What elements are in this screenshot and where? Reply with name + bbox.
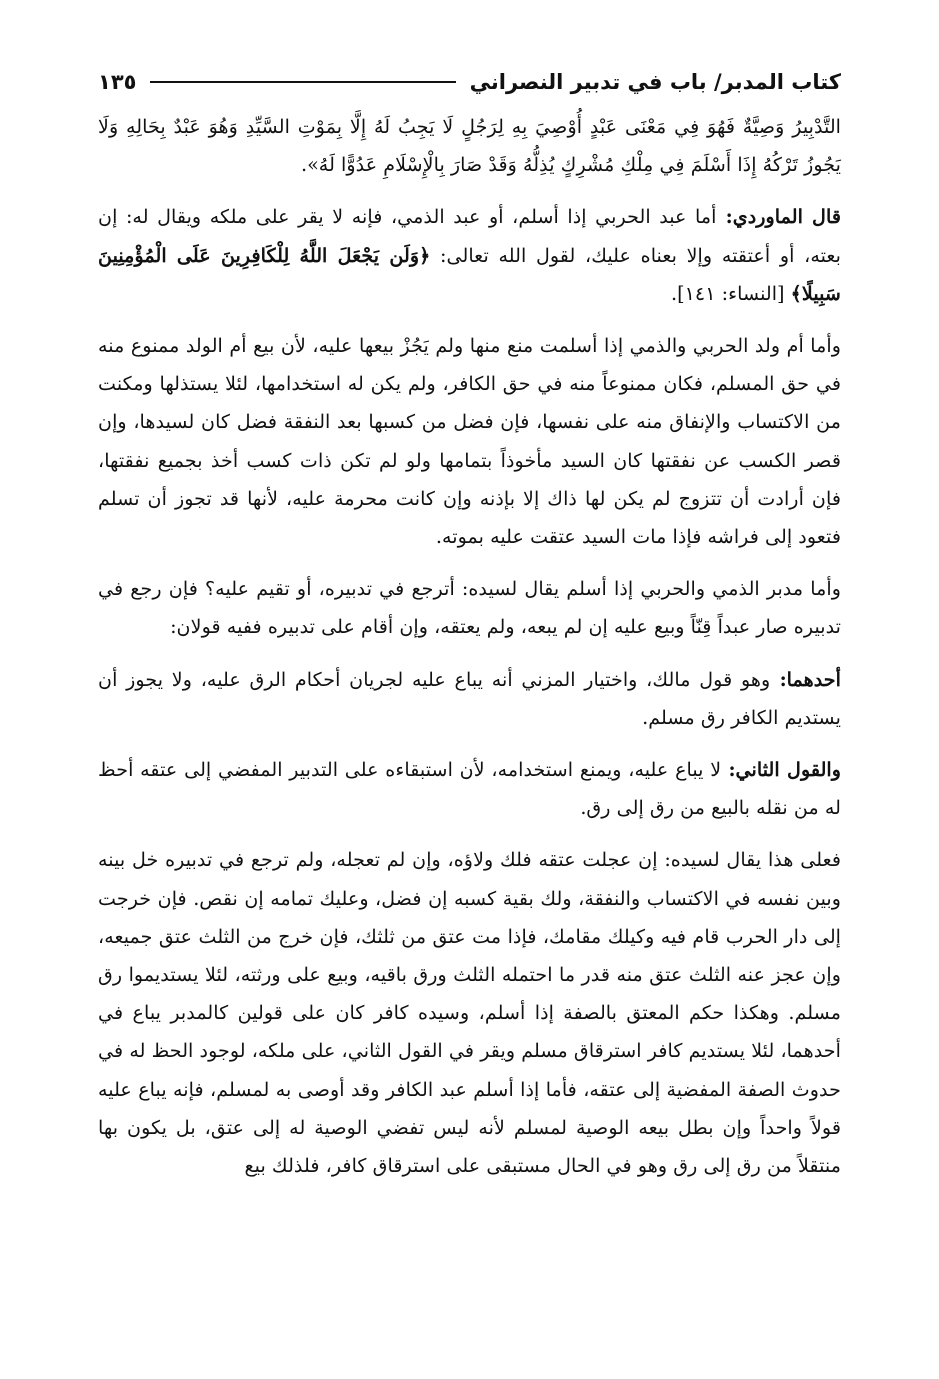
paragraph-lead: والقول الثاني:: [721, 758, 842, 782]
paragraph-text: لا يباع عليه، ويمنع استخدامه، لأن استبقاءه على التدبير المفضي إلى عتقه أحظ له من نقله بالبيع من رق إلى رق.: [98, 758, 841, 820]
paragraph-text: فعلى هذا يقال لسيده: إن عجلت عتقه فلك ولاؤه، وإن لم تعجله، ولم ترجع في تدبيره خل بينه وبين نفسه في الاكتساب والنفقة، ولك بقية كسبه إن فضل، وعليك تمامه إن نقص. فإن خرجت إلى دار الحرب قام فيه وكيلك مقامك، فإذا مت عتق من ثلثك، فإن خرج من الثلث عتق جميعه، وإن عجز عنه الثلث عتق منه قدر ما احتمله الثلث ورق باقيه، وبيع على ورثته، لئلا يستديموا رق مسلم. وهكذا حكم المعتق بالصفة إذا أسلم، وسيده كافر كان على قولين كالمدبر يباع في أحدهما، لئلا يستديم كافر استرقاق مسلم ويقر في القول الثاني، على ملكه، لوجود الحظ له في حدوث الصفة المفضية إلى عتقه، فأما إذا أسلم عبد الكافر وقد أوصى به لمسلم، فإنه يباع عليه قولاً واحداً وإن بطل بيعه الوصية لمسلم لأنه ليس تفضي الوصية له إلى عتق، بل يكون بها منتقلاً من رق إلى رق وهو في الحال مستبقى على استرقاق كافر، فلذلك بيع: [98, 848, 841, 1178]
quran-verse: ﴿وَلَن يَجْعَلَ اللَّهُ لِلْكَافِرِينَ عَلَى الْمُؤْمِنِينَ سَبِيلًا﴾: [98, 243, 841, 305]
verse-reference: [النساء: ١٤١].: [671, 281, 791, 305]
chapter-title: كتاب المدبر/ باب في تدبير النصراني: [469, 70, 841, 94]
paragraph-second-opinion: [98, 751, 841, 827]
paragraph-first-opinion: [98, 661, 841, 737]
paragraph-mudabbar: [98, 570, 841, 646]
paragraph-text: وهو قول مالك، واختيار المزني أنه يباع عليه لجريان أحكام الرق عليه، ولا يجوز أن يستديم الكافر رق مسلم.: [98, 667, 841, 729]
page-body: [98, 108, 841, 1199]
paragraph-text: التَّدْبِيرُ وَصِيَّةٌ فَهُوَ فِي مَعْنَى عَبْدٍ أُوْصِيَ بِهِ لِرَجُلٍ لَا يَجِبُ لَهُ إِلَّا بِمَوْتِ السَّيِّدِ وَهُوَ عَبْدٌ بِحَالِهِ وَلَا يَجُوزُ تَرْكُهُ إِذَا أَسْلَمَ فِي مِلْكِ مُشْرِكٍ يُذِلُّهُ وَقَدْ صَارَ بِالْإِسْلَامِ عَدُوًّا لَهُ».: [98, 115, 841, 177]
paragraph-mawardi: [98, 198, 841, 313]
paragraph-text: وأما مدبر الذمي والحربي إذا أسلم يقال لسيده: أترجع في تدبيره، أو تقيم عليه؟ فإن رجع في تدبيره صار عبداً قِنّاً وبيع عليه إن لم يبعه، ولم يعتقه، وإن أقام على تدبيره ففيه قولان:: [98, 577, 841, 639]
paragraph-umm-walad: [98, 327, 841, 556]
paragraph-text: أما عبد الحربي إذا أسلم، أو عبد الذمي، فإنه لا يقر على ملكه ويقال له: إن بعته، أو أعتقته وإلا بعناه عليك، لقول الله تعالى:: [98, 205, 841, 267]
running-header: [98, 64, 841, 100]
paragraph-hadith: [98, 108, 841, 184]
paragraph-lead: أحدهما:: [770, 667, 841, 691]
paragraph-text: وأما أم ولد الحربي والذمي إذا أسلمت منع منها ولم يَجُزْ بيعها عليه، لأن بيع أم الولد ممنوع منه في حق المسلم، فكان ممنوعاً منه في حق الكافر، ولم يكن له استخدامها، لئلا يستذلها ومكنت من الاكتساب والإنفاق منه على نفسها، فإن فضل من كسبها بعد النفقة فضل كان لسيدها، وإن قصر الكسب عن نفقتها كان السيد مأخوذاً بتمامها ولو لم تكن ذات كسب أخذ بجميع نفقتها، فإن أرادت أن تتزوج لم يكن لها ذاك إلا بإذنه وإن كانت محرمة عليه، لأنها قد تجوز أن تسلم فتعود إلى فراشه فإذا مات السيد عتقت عليه بموته.: [98, 334, 841, 549]
header-rule: [150, 81, 455, 83]
paragraph-consequence: [98, 841, 841, 1185]
paragraph-lead: قال الماوردي:: [716, 205, 841, 229]
page-number: ١٣٥: [98, 70, 137, 94]
